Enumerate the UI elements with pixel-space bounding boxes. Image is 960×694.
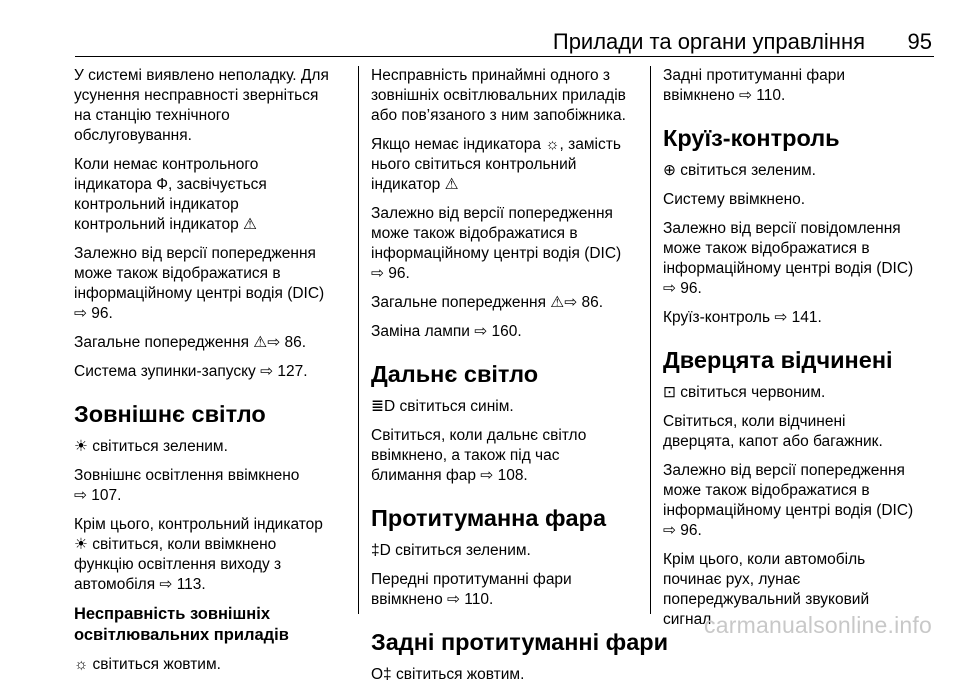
text-column-3 — [663, 66, 935, 639]
paragraph — [663, 190, 935, 210]
page-number: 95 — [907, 29, 932, 54]
text-line: Світиться, коли дальнє світло — [371, 427, 587, 444]
text-line: Дальнє світло — [371, 361, 539, 387]
text-line: може також відображатися в — [663, 240, 870, 257]
paragraph — [74, 437, 346, 457]
paragraph — [663, 219, 935, 299]
text-line: індикатор ⚠ — [371, 176, 459, 193]
text-line: обслуговування. — [74, 127, 192, 144]
text-line: Якщо немає індикатора ☼, замість — [371, 136, 621, 153]
text-line: інформаційному центрі водія (DIC) — [663, 502, 914, 519]
paragraph — [371, 135, 643, 195]
text-line: Світиться, коли відчинені — [663, 413, 846, 430]
text-line: контрольний індикатор — [74, 196, 239, 213]
page-header-title: Прилади та органи управління — [552, 29, 865, 54]
column-divider — [650, 66, 651, 614]
column-divider — [358, 66, 359, 614]
paragraph — [371, 66, 643, 126]
text-line: починає рух, лунає — [663, 571, 801, 588]
text-line: Круїз-контроль — [663, 125, 840, 151]
text-line: може також відображатися в — [74, 265, 281, 282]
text-line: Протитуманна фара — [371, 505, 607, 531]
section-heading — [371, 628, 669, 656]
paragraph — [74, 333, 346, 353]
text-line: Залежно від версії попередження — [663, 462, 905, 479]
text-line: Круїз-контроль ⇨ 141. — [663, 309, 822, 326]
text-line: Залежно від версії повідомлення — [663, 220, 901, 237]
text-line: ⊕ світиться зеленим. — [663, 162, 816, 179]
text-column-1 — [74, 66, 346, 684]
text-line: сигнал. — [663, 611, 716, 628]
text-line: освітлювальних приладів — [74, 626, 289, 644]
text-line: інформаційному центрі водія (DIC) — [371, 245, 622, 262]
paragraph — [663, 66, 935, 106]
text-line: дверцята, капот або багажник. — [663, 433, 883, 450]
text-line: Зовнішнє освітлення ввімкнено — [74, 467, 300, 484]
paragraph — [74, 155, 346, 235]
text-line: або пов’язаного з ним запобіжника. — [371, 107, 626, 124]
text-line: контрольний індикатор ⚠ — [74, 216, 257, 233]
text-line: Дверцята відчинені — [663, 347, 893, 373]
text-line: інформаційному центрі водія (DIC) — [74, 285, 325, 302]
paragraph — [74, 66, 346, 146]
text-line: Залежно від версії попередження — [371, 205, 613, 222]
text-line: Зовнішнє світло — [74, 401, 266, 427]
paragraph — [74, 362, 346, 382]
text-line: Коли немає контрольного — [74, 156, 259, 173]
text-line: ввімкнено ⇨ 110. — [371, 591, 494, 608]
text-line: функцію освітлення виходу з — [74, 556, 282, 573]
text-line: ☀ світиться зеленим. — [74, 438, 228, 455]
paragraph — [371, 293, 643, 313]
text-line: ☀ світиться, коли ввімкнено — [74, 536, 277, 553]
text-line: Загальне попередження ⚠⇨ 86. — [371, 294, 604, 311]
text-line: Загальне попередження ⚠⇨ 86. — [74, 334, 307, 351]
text-line: ⇨ 107. — [74, 487, 122, 504]
text-line: усунення несправності зверніться — [74, 87, 319, 104]
text-line: Крім цього, коли автомобіль — [663, 551, 866, 568]
section-heading — [74, 604, 346, 646]
text-line: автомобіля ⇨ 113. — [74, 576, 206, 593]
text-line: ‡D світиться зеленим. — [371, 542, 531, 559]
text-line: Несправність зовнішніх — [74, 605, 270, 623]
section-heading — [371, 360, 643, 388]
text-line: ⇨ 96. — [74, 305, 113, 322]
text-line: ввімкнено, а також під час — [371, 447, 560, 464]
paragraph — [74, 466, 346, 506]
text-line: може також відображатися в — [663, 482, 870, 499]
text-line: У системі виявлено неполадку. Для — [74, 67, 329, 84]
paragraph — [371, 570, 643, 610]
text-line: Заміна лампи ⇨ 160. — [371, 323, 522, 340]
text-line: інформаційному центрі водія (DIC) — [663, 260, 914, 277]
text-line: Система зупинки-запуску ⇨ 127. — [74, 363, 308, 380]
paragraph — [371, 426, 643, 486]
text-line: зовнішніх освітлювальних приладів — [371, 87, 626, 104]
paragraph — [663, 461, 935, 541]
text-line: може також відображатися в — [371, 225, 578, 242]
text-line: на станцію технічного — [74, 107, 230, 124]
text-line: Задні протитуманні фари — [663, 67, 846, 84]
text-line: Несправність принаймні одного з — [371, 67, 610, 84]
section-heading — [663, 124, 935, 152]
section-heading — [74, 400, 346, 428]
text-line: ⇨ 96. — [663, 522, 702, 539]
text-line: ⊡ світиться червоним. — [663, 384, 826, 401]
paragraph — [663, 383, 935, 403]
paragraph — [371, 204, 643, 284]
text-line: ⇨ 96. — [371, 265, 410, 282]
paragraph — [74, 655, 346, 675]
paragraph — [663, 412, 935, 452]
text-line: попереджувальний звуковий — [663, 591, 870, 608]
text-line: нього світиться контрольний — [371, 156, 577, 173]
text-line: Крім цього, контрольний індикатор — [74, 516, 323, 533]
section-heading — [371, 504, 643, 532]
text-line: Залежно від версії попередження — [74, 245, 316, 262]
watermark: carmanualsonline.info — [704, 612, 932, 638]
paragraph — [371, 322, 643, 342]
section-heading — [663, 346, 935, 374]
text-line: індикатора Ф, засвічується — [74, 176, 267, 193]
text-line: ввімкнено ⇨ 110. — [663, 87, 786, 104]
paragraph — [371, 397, 643, 417]
text-line: ☼ світиться жовтим. — [74, 656, 221, 673]
text-line: Систему ввімкнено. — [663, 191, 806, 208]
paragraph — [74, 515, 346, 595]
text-line: блимання фар ⇨ 108. — [371, 467, 528, 484]
paragraph — [74, 244, 346, 324]
text-line: ⇨ 96. — [663, 280, 702, 297]
paragraph — [663, 308, 935, 328]
paragraph — [371, 665, 643, 685]
text-line: O‡ світиться жовтим. — [371, 666, 525, 683]
text-column-2 — [371, 66, 669, 694]
text-line: ≣D світиться синім. — [371, 398, 514, 415]
paragraph — [663, 161, 935, 181]
paragraph — [371, 541, 643, 561]
text-line: Передні протитуманні фари — [371, 571, 572, 588]
header-rule — [75, 56, 934, 57]
text-line: Задні протитуманні фари — [371, 629, 669, 655]
